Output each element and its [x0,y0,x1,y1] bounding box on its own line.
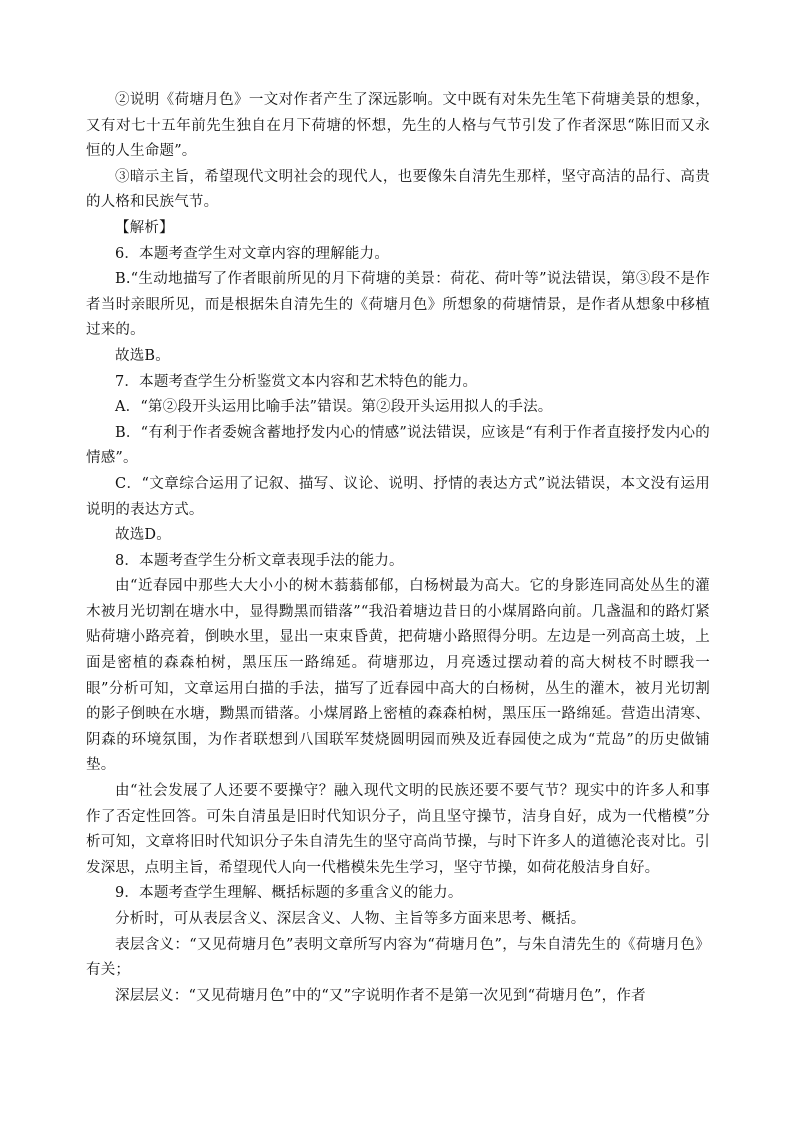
answer-point-3: ③暗示主旨，希望现代文明社会的现代人，也要像朱自清先生那样，坚守高洁的品行、高贵的人格和民族气节。 [86,168,710,211]
document-body [86,88,710,1009]
q8-analysis-1: 由“近春园中那些大大小小的树木蓊蓊郁郁，白杨树最为高大。它的身影连同高处丛生的灌木被月光切割在塘水中，显得黝黑而错落”“我沿着塘边昔日的小煤屑路向前。几盏温和的路灯紧贴荷塘小路亮着，倒映水里，显出一束束昏黄，把荷塘小路照得分明。左边是一列高高土坡，上面是密植的森森柏树，黑压压一路绵延。荷塘那边，月亮透过摆动着的高大树枝不时瞟我一眼”分析可知，文章运用白描的手法，描写了近春园中高大的白杨树，丛生的灌木，被月光切割的影子倒映在水塘，黝黑而错落。小煤屑路上密植的森森柏树，黑压压一路绵延。营造出清寒、阴森的环境氛围，为作者联想到八国联军焚烧圆明园而殃及近春园使之成为“荒岛”的历史做铺垫。 [86,578,710,774]
q9-surface-meaning: 表层含义：“又见荷塘月色”表明文章所写内容为“荷塘月色”，与朱自清先生的《荷塘月色》有关； [86,936,710,979]
q7-option-a: A．“第②段开头运用比喻手法”错误。第②段开头运用拟人的手法。 [115,399,553,416]
q7-intro: 7．本题考查学生分析鉴赏文本内容和艺术特色的能力。 [115,373,478,390]
q6-option-b: B.“生动地描写了作者眼前所见的月下荷塘的美景：荷花、荷叶等”说法错误，第③段不是作者当时亲眼所见，而是根据朱自清先生的《荷塘月色》所想象的荷塘情景，是作者从想象中移植过来的。 [86,271,710,339]
q9-deep-meaning: 深层层义：“又见荷塘月色”中的“又”字说明作者不是第一次见到“荷塘月色”，作者 [115,987,646,1004]
q7-answer: 故选D。 [115,527,171,544]
q9-intro: 9．本题考查学生理解、概括标题的多重含义的能力。 [115,885,463,902]
analysis-heading: 【解析】 [115,219,174,236]
q8-intro: 8．本题考查学生分析文章表现手法的能力。 [115,552,404,569]
answer-point-2: ②说明《荷塘月色》一文对作者产生了深远影响。文中既有对朱先生笔下荷塘美景的想象，又有对七十五年前先生独自在月下荷塘的怀想，先生的人格与气节引发了作者深思“陈旧而又永恒的人生命题”。 [86,92,710,160]
q8-analysis-2: 由“社会发展了人还要不要操守？融入现代文明的民族还要不要气节？现实中的许多人和事作了否定性回答。可朱自清虽是旧时代知识分子，尚且坚守操节，洁身自好，成为一代楷模”分析可知，文章将旧时代知识分子朱自清先生的坚守高尚节操，与时下许多人的道德沦丧对比。引发深思，点明主旨，希望现代人向一代楷模朱先生学习，坚守节操，如荷花般洁身自好。 [86,783,710,876]
q6-answer: 故选B。 [115,347,170,364]
q7-option-c: C．“文章综合运用了记叙、描写、议论、说明、抒情的表达方式”说法错误，本文没有运用说明的表达方式。 [86,475,710,518]
q9-method: 分析时，可从表层含义、深层含义、人物、主旨等多方面来思考、概括。 [115,911,586,927]
q7-option-b: B．“有利于作者委婉含蓄地抒发内心的情感”说法错误，应该是“有利于作者直接抒发内心的情感”。 [86,424,710,467]
q6-intro: 6．本题考查学生对文章内容的理解能力。 [115,245,390,262]
